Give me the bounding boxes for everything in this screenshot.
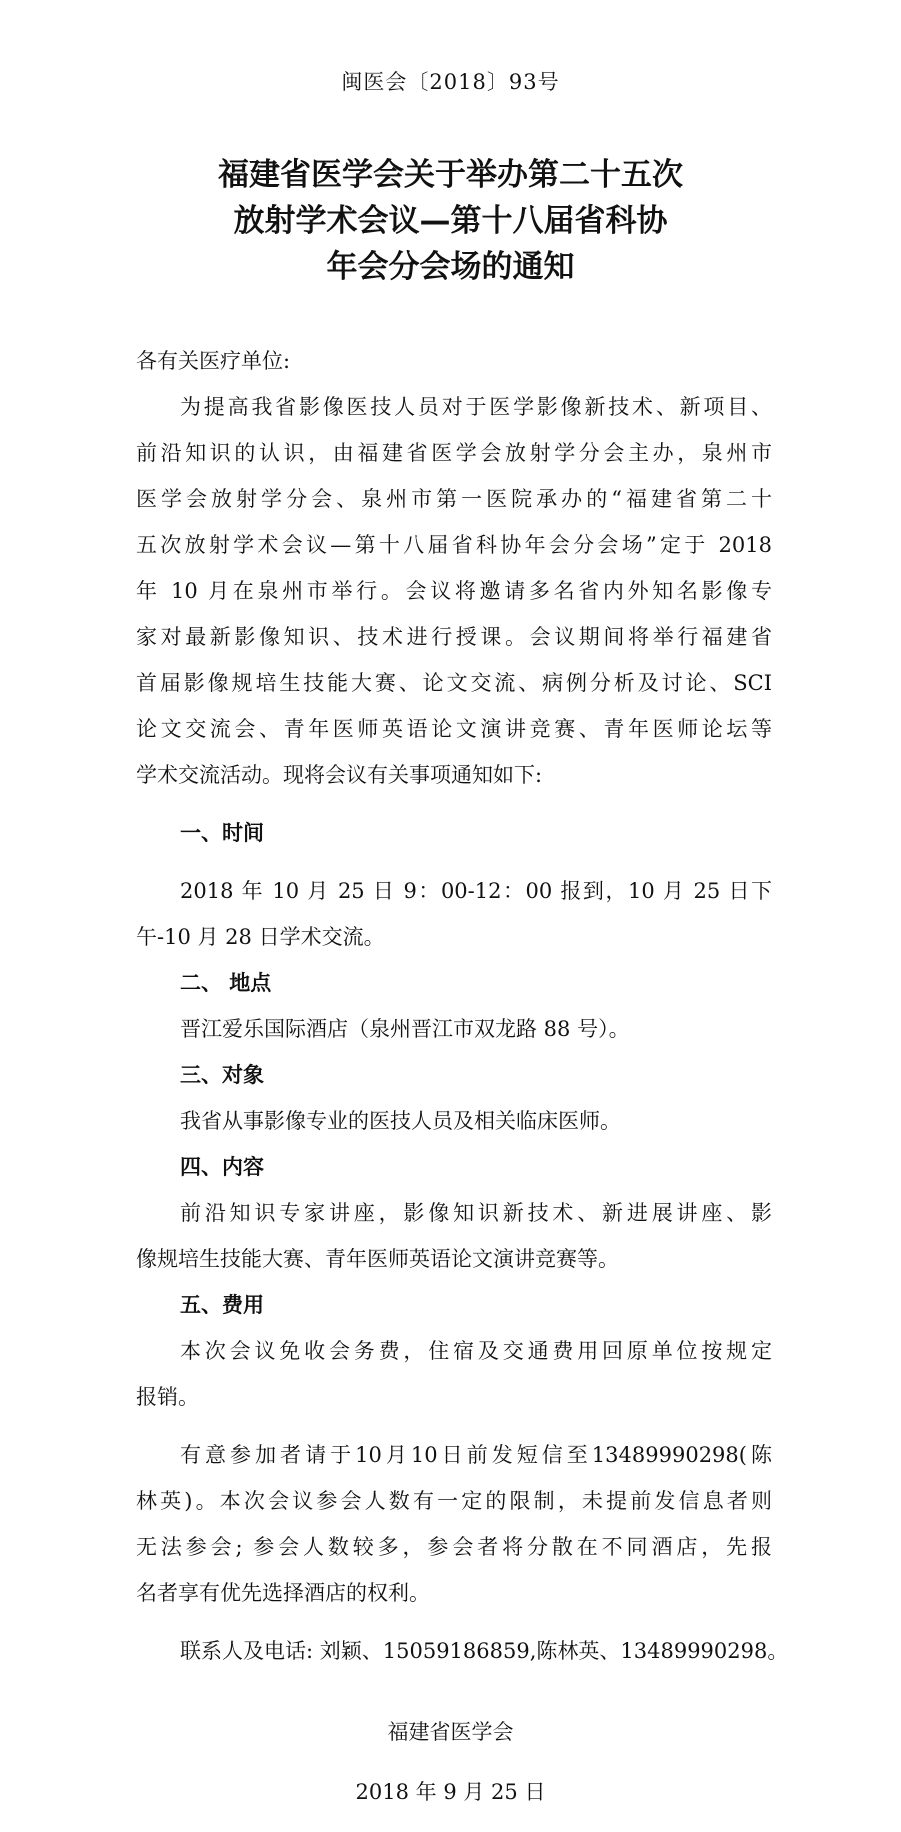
salutation: 各有关医疗单位: [136, 349, 291, 373]
paragraph-line: 有意参加者请于10月10日前发短信至13489990298(陈 [180, 1443, 772, 1467]
paragraph-line: 报销。 [136, 1385, 199, 1409]
intro-paragraph [136, 384, 772, 798]
paragraph-line: 名者享有优先选择酒店的权利。 [136, 1581, 430, 1605]
registration-paragraph [136, 1432, 772, 1616]
paragraph-line: 前沿知识专家讲座，影像知识新技术、新进展讲座、影 [180, 1201, 772, 1225]
document-number: 闽医会〔2018〕93号 [341, 70, 560, 94]
contact-line: 联系人及电话: 刘颖、15059186859,陈林英、13489990298。 [180, 1639, 789, 1663]
paragraph-line: 像规培生技能大赛、青年医师英语论文演讲竞赛等。 [136, 1247, 619, 1271]
paragraph-line: 无法参会; 参会人数较多，参会者将分散在不同酒店，先报 [136, 1535, 772, 1559]
paragraph-line: 论文交流会、青年医师英语论文演讲竞赛、青年医师论坛等 [136, 717, 772, 741]
paragraph-line: 医学会放射学分会、泉州市第一医院承办的“福建省第二十 [136, 487, 772, 511]
title-line: 年会分会场的通知 [326, 249, 575, 285]
section-heading-audience: 三、对象 [180, 1063, 264, 1087]
section-heading-content: 四、内容 [180, 1155, 264, 1179]
signature-date: 2018 年 9 月 25 日 [355, 1780, 546, 1804]
paragraph-line: 我省从事影像专业的医技人员及相关临床医师。 [180, 1109, 621, 1133]
paragraph-line: 年 10 月在泉州市举行。会议将邀请多名省内外知名影像专 [136, 579, 772, 603]
paragraph-line: 本次会议免收会务费，住宿及交通费用回原单位按规定 [180, 1339, 772, 1363]
document-title [0, 152, 901, 290]
paragraph-line: 午-10 月 28 日学术交流。 [136, 925, 385, 949]
paragraph-line: 五次放射学术会议—第十八届省科协年会分会场”定于 2018 [136, 533, 772, 557]
title-line: 福建省医学会关于举办第二十五次 [218, 157, 683, 193]
section-heading-fees: 五、费用 [180, 1293, 264, 1317]
paragraph-line: 学术交流活动。现将会议有关事项通知如下: [136, 763, 543, 787]
section-heading-location: 二、 地点 [180, 971, 272, 995]
paragraph-line: 林英)。本次会议参会人数有一定的限制，未提前发信息者则 [136, 1489, 772, 1513]
document-body [136, 338, 789, 1674]
signature-org: 福建省医学会 [387, 1720, 514, 1744]
paragraph-line: 晋江爱乐国际酒店（泉州晋江市双龙路 88 号）。 [180, 1017, 630, 1041]
paragraph-line: 前沿知识的认识，由福建省医学会放射学分会主办，泉州市 [136, 441, 772, 465]
paragraph-line: 为提高我省影像医技人员对于医学影像新技术、新项目、 [180, 395, 772, 419]
paragraph-line: 2018 年 10 月 25 日 9：00-12：00 报到，10 月 25 日下 [180, 879, 772, 903]
title-line: 放射学术会议—第十八届省科协 [233, 203, 668, 239]
paragraph-line: 首届影像规培生技能大赛、论文交流、病例分析及讨论、SCI [136, 671, 772, 695]
paragraph-line: 家对最新影像知识、技术进行授课。会议期间将举行福建省 [136, 625, 772, 649]
section-heading-time: 一、时间 [180, 821, 264, 845]
